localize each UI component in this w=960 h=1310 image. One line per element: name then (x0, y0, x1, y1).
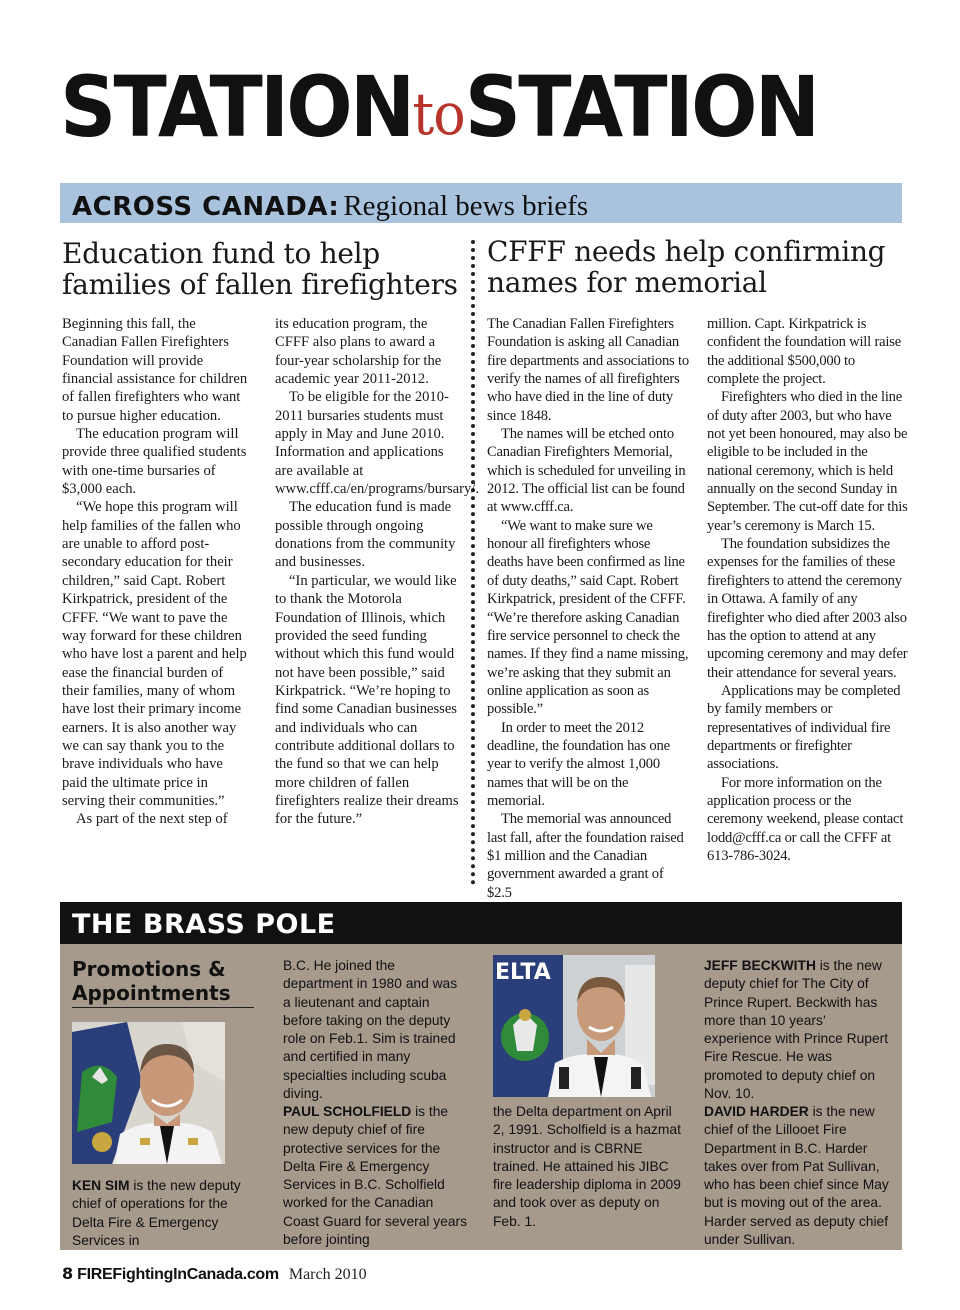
paragraph: “We hope this program will help families of the fallen who are unable to afford post-secondary education for their children,” said Capt. Robert Kirkpatrick, president of the CFFF. “We want to pave the way forward for these children who have lost a parent and help ease the financial burden of their families, many of whom have lost their primary income earners. It is also another way we can say thank you to the brave individuals who have paid the ultimate price in serving their communities.” (62, 499, 247, 809)
portrait-photo (72, 1022, 225, 1164)
article-headline-education-fund: Education fund to help families of fallen firefighters (62, 237, 458, 301)
paragraph: “In particular, we would like to thank the Motorola Foundation of Illinois, which provided the seed funding without which this fund would not have been possible,” said Kirkpatrick. “We’re hoping to find some Canadian businesses and individuals who can contribute additional dollars to the fund so that we can help more children of fallen firefighters realize their dreams for the future.” (275, 572, 459, 828)
promo-ken-sim (72, 1177, 262, 1250)
promo-ken-sim-continued: B.C. He joined the department in 1980 and was a lieutenant and captain before taking on the deputy role on Feb.1. Sim is trained and certified in many specialties including scuba diving. (283, 958, 458, 1102)
promo-text: is the new deputy chief for The City of Prince Rupert. Beckwith has more than 10 years’ experience with Prince Rupert Fire Rescue. He was promoted to deputy chief on Nov. 10. (704, 958, 889, 1102)
paragraph: As part of the next step of (76, 811, 228, 828)
article-headline-memorial: CFFF needs help confirming names for memorial (487, 235, 886, 299)
paragraph: million. Capt. Kirkpatrick is confident the foundation will raise the additional $500,000 to complete the project. (707, 316, 902, 388)
paragraph: The names will be etched onto Canadian Firefighters Memorial, which is scheduled for unveiling in 2012. The official list can be found at www.cfff.ca. (487, 426, 686, 516)
page-footer (62, 1264, 367, 1285)
paragraph: its education program, the CFFF also plans to award a four-year scholarship for the academic year 2011-2012. (275, 316, 442, 388)
photo-paul-scholfield (493, 955, 655, 1097)
paragraph: For more information on the application process or the ceremony weekend, please contact lodd@cfff.ca or call the CFFF at 613-786-3024. (707, 774, 904, 864)
promo-text: is the new deputy chief of fire protective services for the Delta Fire & Emergency Services in B.C. Scholfield worked for the Canadian Coast Guard for several years before jointing (283, 1104, 468, 1248)
paragraph: The foundation subsidizes the expenses for the families of these firefighters to attend the ceremony in Ottawa. A family of any firefighter who died after 2003 also has the option to attend at any upcoming ceremony and may defer their attendance for several years. (707, 536, 908, 681)
column-divider (471, 240, 475, 885)
photo-ken-sim (72, 1022, 225, 1164)
site-url: FIREFightingInCanada.com (77, 1266, 279, 1283)
paragraph: Firefighters who died in the line of duty after 2003, but who have not yet been honoured, may also be eligible to be included in the national ceremony, which is held annually on the second Sunday in September. The cut-off date for this year’s ceremony is March 15. (707, 389, 908, 534)
promo-text: is the new chief of the Lillooet Fire Department in B.C. Harder takes over from Pat Sullivan, who has been chief since May but is moving out of the area. Harder served as deputy chief under Sullivan. (704, 1104, 889, 1248)
article2-column1 (487, 315, 689, 902)
section-label: ACROSS CANADA: (72, 192, 340, 222)
promo-paul-scholfield-continued: the Delta department on April 2, 1991. Scholfield is a hazmat instructor and is CBRNE trained. He attained his JIBC fire leadership diploma in 2009 and took over as deputy on Feb. 1. (493, 1104, 681, 1229)
sign-lettering: ELTA (495, 960, 551, 985)
person-name: JEFF BECKWITH (704, 958, 816, 973)
article1-column2 (275, 315, 479, 829)
promotions-heading: Promotions & Appointments (72, 957, 254, 1008)
paragraph: In order to meet the 2012 deadline, the foundation has one year to verify the almost 1,000 names that will be on the memorial. (487, 719, 670, 809)
portrait-photo (493, 955, 655, 1097)
person-name: DAVID HARDER (704, 1104, 809, 1119)
promo-paul-scholfield (283, 1103, 468, 1249)
paragraph: The Canadian Fallen Firefighters Foundation is asking all Canadian fire departments and associations to verify the names of all firefighters who have died in the line of duty since 1848. (487, 316, 689, 424)
person-name: KEN SIM (72, 1178, 130, 1193)
paragraph: The memorial was announced last fall, after the foundation raised $1 million and the Canadian government awarded a grant of $2.5 (487, 811, 684, 901)
issue-date: March 2010 (288, 1266, 367, 1283)
article1-column1 (62, 315, 248, 829)
paragraph: The education fund is made possible through ongoing donations from the community and businesses. (275, 499, 456, 571)
brass-pole-header (60, 902, 902, 944)
masthead-title: STATIONtoSTATION (60, 58, 818, 156)
article2-column2 (707, 315, 910, 865)
section-bar (60, 183, 902, 223)
paragraph: To be eligible for the 2010-2011 bursaries students must apply in May and June 2010. Information and applications are available at www.cfff.ca/en/programs/bursary/. (275, 389, 479, 498)
paragraph: Applications may be completed by family members or representatives of individual fire departments or firefighter associations. (707, 682, 901, 773)
promo-jeff-beckwith (704, 957, 894, 1103)
paragraph: “We want to make sure we honour all firefighters whose deaths have been confirmed as line of duty deaths,” said Capt. Robert Kirkpatrick, president of the CFFF. “We’re therefore asking Canadian fire service personnel to check the names. If they find a name missing, we’re asking that they submit an online application as soon as possible.” (487, 517, 689, 718)
promo-david-harder (704, 1103, 894, 1249)
section-subtitle: Regional bews briefs (343, 190, 589, 222)
paragraph: The education program will provide three qualified students with one-time bursaries of $3,000 each. (62, 426, 247, 498)
page-number: 8 (62, 1264, 74, 1283)
brass-pole-title: THE BRASS POLE (72, 909, 336, 940)
paragraph: Beginning this fall, the Canadian Fallen Firefighters Foundation will provide financial assistance for children of fallen firefighters who want to pursue higher education. (62, 316, 248, 424)
person-name: PAUL SCHOLFIELD (283, 1104, 412, 1119)
promo-text: is the new deputy chief of operations for the Delta Fire & Emergency Services in (72, 1178, 241, 1248)
masthead (60, 58, 818, 156)
